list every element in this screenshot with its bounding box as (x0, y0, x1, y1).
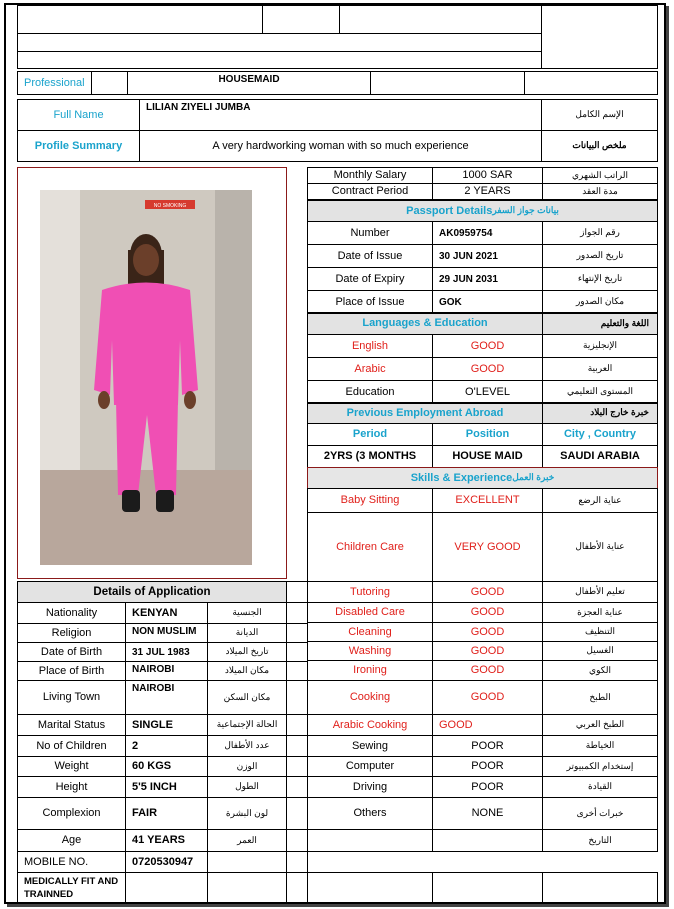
blank-cell (286, 797, 308, 830)
detail-label: Living Town (17, 680, 126, 715)
skill-value: GOOD (432, 680, 543, 715)
skill-value: GOOD (432, 602, 543, 623)
employment-city-header: City , Country (542, 423, 658, 446)
skill-label: Cooking (307, 680, 433, 715)
skill-label: Washing (307, 641, 433, 661)
language-value: O'LEVEL (432, 380, 543, 404)
detail-value: NAIROBI (125, 661, 208, 681)
detail-value: 2 (125, 735, 208, 757)
mobile-value: 0720530947 (125, 851, 208, 873)
detail-ar: الديانة (207, 623, 287, 643)
position-value: HOUSEMAID (127, 71, 371, 95)
details-title: Details of Application (17, 581, 287, 603)
period-label: Contract Period (307, 183, 433, 200)
skill-value: POOR (432, 756, 543, 777)
header-blank-cell (17, 5, 263, 34)
blank-cell (286, 756, 308, 777)
skill-label: Ironing (307, 660, 433, 681)
passport-value: GOK (432, 290, 543, 314)
blank-cell (207, 851, 287, 873)
passport-label: Date of Issue (307, 244, 433, 268)
header-blank-cell (339, 5, 542, 34)
header-blank-cell (17, 33, 542, 52)
skill-ar: تعليم الأطفال (542, 581, 658, 603)
language-label: Arabic (307, 357, 433, 381)
detail-value: KENYAN (125, 602, 208, 624)
skill-label: Cleaning (307, 622, 433, 642)
detail-ar: الحالة الإجتماعية (207, 714, 287, 736)
skill-value: GOOD (432, 622, 543, 642)
detail-label: Place of Birth (17, 661, 126, 681)
skills-section-header (307, 467, 658, 489)
position-label: Professional (17, 71, 92, 95)
blank-cell (524, 71, 658, 95)
skill-ar: الطبخ (542, 680, 658, 715)
blank-cell (286, 623, 308, 643)
detail-ar: لون البشرة (207, 797, 287, 830)
logo-box (541, 5, 658, 69)
cv-sheet (4, 3, 666, 904)
blank-cell (125, 872, 208, 904)
period-value: 2 YEARS (432, 183, 543, 200)
blank-cell (207, 872, 287, 904)
skill-value: EXCELLENT (432, 488, 543, 513)
blank-cell (286, 851, 308, 873)
detail-value: 41 YEARS (125, 829, 208, 852)
skill-label: Others (307, 797, 433, 830)
skills-title: Skills & Experience (410, 471, 513, 484)
passport-ar: مكان الصدور (542, 290, 658, 314)
passport-value: 29 JUN 2031 (432, 267, 543, 291)
passport-title-ar: بيانات جواز السفر (492, 205, 559, 216)
employment-position: HOUSE MAID (432, 445, 543, 468)
full-name-value: LILIAN ZIYELI JUMBA (139, 99, 542, 131)
passport-ar: تاريخ الإنتهاء (542, 267, 658, 291)
summary-value: A very hardworking woman with so much experience (139, 130, 542, 162)
passport-ar: تاريخ الصدور (542, 244, 658, 268)
skill-label (307, 829, 433, 852)
skill-ar: إستخدام الكمبيوتر (542, 756, 658, 777)
detail-ar: الجنسية (207, 602, 287, 624)
employment-title: Previous Employment Abroad (307, 402, 543, 424)
skill-value: POOR (432, 735, 543, 757)
blank-cell (542, 872, 658, 904)
detail-value: 60 KGS (125, 756, 208, 777)
employment-period-header: Period (307, 423, 433, 446)
salary-value: 1000 SAR (432, 167, 543, 184)
skill-ar: خبرات أخرى (542, 797, 658, 830)
blank-cell (286, 661, 308, 681)
blank-cell (286, 642, 308, 662)
summary-label: Profile Summary (17, 130, 140, 162)
period-ar: مدة العقد (542, 183, 658, 200)
detail-value: 5'5 INCH (125, 776, 208, 798)
detail-label: Weight (17, 756, 126, 777)
language-ar: الإنجليزية (542, 334, 658, 358)
skill-label: Computer (307, 756, 433, 777)
employment-title-ar: خبرة خارج البلاد (542, 402, 658, 424)
detail-ar: مكان السكن (207, 680, 287, 715)
detail-label: Age (17, 829, 126, 852)
skill-ar: عناية الرضع (542, 488, 658, 513)
skill-value (432, 829, 543, 852)
blank-cell (286, 602, 308, 624)
passport-label: Date of Expiry (307, 267, 433, 291)
language-value: GOOD (432, 334, 543, 358)
skills-title-ar: خبرة العمل (512, 472, 555, 483)
detail-ar: عدد الأطفال (207, 735, 287, 757)
blank-cell (286, 735, 308, 757)
detail-value: 31 JUL 1983 (125, 642, 208, 662)
blank-cell (286, 829, 308, 852)
medical-status: MEDICALLY FIT AND TRAINNED (17, 872, 126, 904)
detail-ar: الطول (207, 776, 287, 798)
blank-cell (286, 714, 308, 736)
mobile-label: MOBILE NO. (17, 851, 126, 873)
skill-ar: القيادة (542, 776, 658, 798)
detail-label: Height (17, 776, 126, 798)
header-blank-cell (17, 51, 542, 69)
blank-cell (286, 680, 308, 715)
skill-label: Children Care (307, 512, 433, 582)
detail-label: Marital Status (17, 714, 126, 736)
skill-label: Baby Sitting (307, 488, 433, 513)
blank-cell (91, 71, 128, 95)
languages-title: Languages & Education (307, 312, 543, 335)
language-ar: المستوى التعليمي (542, 380, 658, 404)
language-label: English (307, 334, 433, 358)
detail-ar: العمر (207, 829, 287, 852)
skill-ar: الطبخ العربي (542, 714, 658, 736)
language-label: Education (307, 380, 433, 404)
skill-ar: عناية الأطفال (542, 512, 658, 582)
skill-ar: الغسيل (542, 641, 658, 661)
passport-value: AK0959754 (432, 221, 543, 245)
skill-label: Driving (307, 776, 433, 798)
detail-label: Nationality (17, 602, 126, 624)
employment-position-header: Position (432, 423, 543, 446)
detail-label: No of Children (17, 735, 126, 757)
skill-value: GOOD (432, 660, 543, 681)
no-smoking-sign: NO SMOKING (153, 203, 187, 209)
employment-country: SAUDI ARABIA (542, 445, 658, 468)
detail-value: FAIR (125, 797, 208, 830)
photo-frame (17, 167, 287, 579)
blank-cell (286, 581, 308, 603)
passport-label: Number (307, 221, 433, 245)
skill-value: VERY GOOD (432, 512, 543, 582)
skill-label: Sewing (307, 735, 433, 757)
skill-ar: الكوي (542, 660, 658, 681)
skill-label: Tutoring (307, 581, 433, 603)
skill-label: Disabled Care (307, 602, 433, 623)
language-value: GOOD (432, 357, 543, 381)
detail-ar: الوزن (207, 756, 287, 777)
blank-cell (286, 776, 308, 798)
salary-ar: الراتب الشهري (542, 167, 658, 184)
skill-label: Arabic Cooking (307, 714, 433, 736)
full-name-label: Full Name (17, 99, 140, 131)
skill-ar: الخياطة (542, 735, 658, 757)
summary-ar: ملخص البيانات (541, 130, 658, 162)
header-blank-cell (262, 5, 340, 34)
detail-label: Date of Birth (17, 642, 126, 662)
detail-value: NAIROBI (125, 680, 208, 715)
employment-period: 2YRS (3 MONTHS (307, 445, 433, 468)
candidate-photo (40, 190, 252, 565)
skill-ar: التنظيف (542, 622, 658, 642)
languages-title-ar: اللغة والتعليم (542, 312, 658, 335)
salary-label: Monthly Salary (307, 167, 433, 184)
skill-value: GOOD (432, 714, 543, 736)
language-ar: العربية (542, 357, 658, 381)
passport-label: Place of Issue (307, 290, 433, 314)
skill-ar: التاريخ (542, 829, 658, 852)
passport-title: Passport Details (406, 204, 493, 217)
blank-cell (432, 872, 543, 904)
passport-value: 30 JUN 2021 (432, 244, 543, 268)
detail-value: SINGLE (125, 714, 208, 736)
skill-value: GOOD (432, 641, 543, 661)
blank-cell (286, 872, 308, 904)
blank-cell (307, 872, 433, 904)
detail-ar: مكان الميلاد (207, 661, 287, 681)
skill-ar: عناية العجزة (542, 602, 658, 623)
detail-ar: تاريخ الميلاد (207, 642, 287, 662)
full-name-ar: الإسم الكامل (541, 99, 658, 131)
passport-ar: رقم الجواز (542, 221, 658, 245)
skill-value: NONE (432, 797, 543, 830)
detail-label: Complexion (17, 797, 126, 830)
blank-cell (370, 71, 525, 95)
detail-value: NON MUSLIM (125, 623, 208, 643)
skill-value: GOOD (432, 581, 543, 603)
detail-label: Religion (17, 623, 126, 643)
passport-section-header (307, 200, 658, 222)
skill-value: POOR (432, 776, 543, 798)
